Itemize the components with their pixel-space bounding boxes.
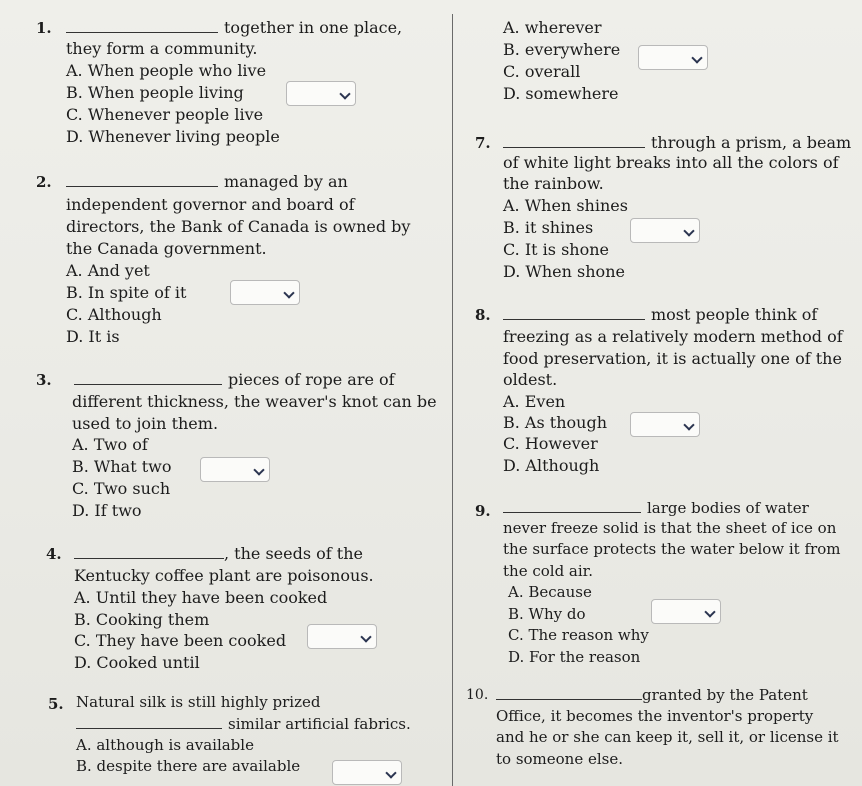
chevron-down-icon	[691, 52, 702, 63]
question-4-answer-select[interactable]	[307, 624, 377, 649]
question-10-stem-line-4: to someone else.	[496, 750, 624, 768]
question-7-option-c: C. It is shone	[503, 240, 610, 259]
chevron-down-icon	[683, 419, 694, 430]
question-5-number: 5.	[48, 695, 64, 713]
question-3-stem-line-1: pieces of rope are of	[74, 370, 395, 390]
question-2-stem-line-4: the Canada government.	[66, 239, 267, 258]
question-7-option-d: D. When shone	[503, 262, 625, 281]
question-6-option-a: A. wherever	[503, 18, 602, 37]
question-6-option-c: C. overall	[503, 62, 581, 81]
question-1-stem-line-2: they form a community.	[66, 39, 258, 58]
question-9-answer-select[interactable]	[651, 599, 721, 624]
question-3-option-b: B. What two	[72, 457, 172, 476]
question-1-option-a: A. When people who live	[66, 61, 267, 80]
question-9-option-c: C. The reason why	[508, 626, 649, 644]
question-10-stem-line-2: Office, it becomes the inventor's property	[496, 707, 814, 725]
chevron-down-icon	[704, 606, 715, 617]
question-8-option-c: C. However	[503, 434, 598, 453]
question-10-number: 10.	[466, 687, 489, 703]
question-2-option-d: D. It is	[66, 327, 120, 346]
question-6-option-d: D. somewhere	[503, 84, 619, 103]
question-5-stem-line-1: Natural silk is still highly prized	[76, 693, 321, 711]
question-9-option-b: B. Why do	[508, 605, 586, 623]
answer-blank	[496, 697, 642, 700]
question-1-answer-select[interactable]	[286, 81, 356, 106]
question-6-answer-select[interactable]	[638, 45, 708, 70]
question-2-stem-line-2: independent governor and board of	[66, 195, 355, 214]
answer-blank	[503, 510, 641, 513]
chevron-down-icon	[360, 631, 371, 642]
question-3-option-c: C. Two such	[72, 479, 171, 498]
question-1-number: 1.	[36, 19, 52, 37]
chevron-down-icon	[385, 767, 396, 778]
question-3-stem-line-2: different thickness, the weaver's knot can be	[72, 392, 437, 411]
question-7-option-b: B. it shines	[503, 218, 594, 237]
question-8-stem-line-3: food preservation, it is actually one of the	[503, 349, 842, 368]
question-2-answer-select[interactable]	[230, 280, 300, 305]
question-10-stem-line-1: granted by the Patent	[496, 685, 808, 705]
question-9-stem-line-4: the cold air.	[503, 562, 593, 580]
question-1-stem-line-1: together in one place,	[66, 18, 402, 38]
question-7-option-a: A. When shines	[503, 196, 628, 215]
question-2-stem-line-3: directors, the Bank of Canada is owned by	[66, 217, 411, 236]
answer-blank	[66, 30, 218, 33]
question-9-number: 9.	[475, 502, 491, 520]
question-5-option-b: B. despite there are available	[76, 757, 301, 775]
question-1-option-c: C. Whenever people live	[66, 105, 264, 124]
question-8-stem-line-1: most people think of	[503, 305, 817, 325]
question-3-number: 3.	[36, 371, 52, 389]
chevron-down-icon	[683, 225, 694, 236]
question-2-number: 2.	[36, 173, 52, 191]
question-10-stem-line-3: and he or she can keep it, sell it, or license it	[496, 728, 839, 746]
question-5-stem-line-2: similar artificial fabrics.	[76, 714, 411, 734]
answer-blank	[74, 382, 222, 385]
question-3-stem-line-3: used to join them.	[72, 414, 219, 433]
question-9-option-a: A. Because	[508, 583, 592, 601]
question-4-option-a: A. Until they have been cooked	[74, 588, 328, 607]
question-7-stem-line-1: through a prism, a beam	[503, 133, 851, 153]
question-8-answer-select[interactable]	[630, 412, 700, 437]
question-9-stem-line-2: never freeze solid is that the sheet of ice on	[503, 519, 837, 537]
question-8-stem-line-4: oldest.	[503, 370, 558, 389]
question-5-option-a: A. although is available	[76, 736, 254, 754]
answer-blank	[503, 317, 645, 320]
question-2-option-a: A. And yet	[66, 261, 150, 280]
question-4-option-c: C. They have been cooked	[74, 631, 287, 650]
answer-blank	[66, 184, 218, 187]
question-1-option-b: B. When people living	[66, 83, 244, 102]
answer-blank	[503, 145, 645, 148]
question-4-option-b: B. Cooking them	[74, 610, 210, 629]
chevron-down-icon	[283, 287, 294, 298]
question-8-number: 8.	[475, 306, 491, 324]
question-8-stem-line-2: freezing as a relatively modern method of	[503, 327, 843, 346]
question-9-stem-line-1: large bodies of water	[503, 498, 809, 518]
question-5-answer-select[interactable]	[332, 760, 402, 785]
question-7-number: 7.	[475, 134, 491, 152]
answer-blank	[76, 726, 222, 729]
question-9-option-d: D. For the reason	[508, 648, 641, 666]
question-8-option-a: A. Even	[503, 392, 566, 411]
question-3-answer-select[interactable]	[200, 457, 270, 482]
column-divider	[452, 14, 453, 786]
question-7-stem-line-3: the rainbow.	[503, 174, 604, 193]
question-8-option-b: B. As though	[503, 413, 607, 432]
question-4-option-d: D. Cooked until	[74, 653, 200, 672]
question-8-option-d: D. Although	[503, 456, 600, 475]
question-4-stem-line-2: Kentucky coffee plant are poisonous.	[74, 566, 374, 585]
answer-blank	[74, 556, 224, 559]
question-6-option-b: B. everywhere	[503, 40, 621, 59]
chevron-down-icon	[339, 88, 350, 99]
question-9-stem-line-3: the surface protects the water below it from	[503, 540, 841, 558]
question-7-stem-line-2: of white light breaks into all the colors of	[503, 153, 839, 172]
question-2-option-b: B. In spite of it	[66, 283, 187, 302]
question-3-option-d: D. If two	[72, 501, 142, 520]
question-7-answer-select[interactable]	[630, 218, 700, 243]
question-1-option-d: D. Whenever living people	[66, 127, 280, 146]
question-2-stem-line-1: managed by an	[66, 172, 348, 192]
question-3-option-a: A. Two of	[72, 435, 148, 454]
question-4-number: 4.	[46, 545, 62, 563]
chevron-down-icon	[253, 464, 264, 475]
question-2-option-c: C. Although	[66, 305, 162, 324]
question-4-stem-line-1: , the seeds of the	[74, 544, 363, 564]
